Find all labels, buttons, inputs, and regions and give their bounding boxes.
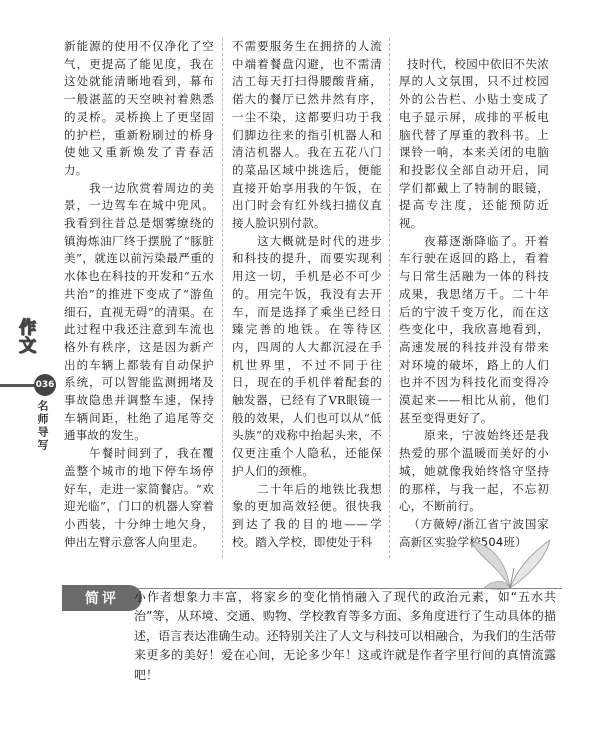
article-column-1: 新能源的使用不仅净化了空气，更提高了能见度，我在这处就能清晰地看到，幕布一般湛蓝的天空映衬着熟悉的灵桥。灵桥换上了更坚固的护栏，重新粉刷过的桥身使她又重新焕发了青春活力。 我一边欣赏着周边的美景，一边驾车在城中兜风。我看到往昔总是烟雾缭绕的镇海炼油厂终于摆脱了“豚脏美”，就连以前污染最严重的水体也在科技的开发和“五水共治”的推进下变成了“游鱼细石，直视无碍”的清渠。在此过程中我还注意到车流也格外有秩序，这是因为新产出的车辆上都装有自动保护系统，可以智能监测拥堵及事故隐患并调整车速，保持车辆间距，杜绝了追尾等交通事故的发生。 午餐时间到了，我在覆盖整个城市的地下停车场停好车，走进一家简餐店。“欢迎光临”，门口的机器人穿着小西装，十分绅士地欠身，伸出左臂示意客人向里走。 bbox=[64, 39, 214, 549]
page-number: 036 bbox=[34, 374, 56, 396]
section-title: 名师导写 bbox=[36, 400, 49, 452]
magazine-logo: 作文 bbox=[15, 318, 35, 354]
butterfly-icon bbox=[470, 538, 552, 592]
review-label: 简评 bbox=[62, 585, 142, 611]
article-column-2: 不需要服务生在拥挤的人流中端着餐盘闪避，也不需清洁工每天打扫得腰酸背痛，偌大的餐厅已然井然有序，一尘不染，这都要归功于我们脚边往来的指引机器人和清洁机器人。我在五花八门的菜品区域中挑选后，便能直接开始享用我的午饭，在出门时会有红外线扫描仪直接人脸识别付款。 这大概就是时代的进步和科技的提升，而要实现利用这一切，手机是必不可少的。用完午饭，我没有去开车，而是选择了乘坐已经日臻完善的地铁。在等待区内，四周的人大都沉浸在手机世界里，不过不同于往日，现在的手机伴着配套的触发器，已经有了VR眼镜一般的效果，人们也可以从“低头族”的戏称中抬起头来，不仅更注重个人隐私，还能保护人们的颈椎。 二十年后的地铁比我想象的更加高效轻便。很快我到达了我的目的地——学校。踏入学校，即使处于科 bbox=[232, 39, 382, 549]
article-column-3 bbox=[399, 38, 549, 551]
column-divider bbox=[222, 38, 223, 558]
review-text: 小作者想象力丰富，将家乡的变化悄悄融入了现代的政治元素，如“五水共治”等，从环境、交通、购物、学校教育等多方面、多角度进行了生动具体的描述，语言表达准确生动。还特别关注了人文与科技可以相融合，为我们的生活带来更多的美好！爱在心间，无论多少年！这或许就是作者字里行间的真情流露吧！ bbox=[134, 590, 556, 682]
author-credit: （方薇婷/浙江省宁波国家高新区实验学校504班） bbox=[399, 516, 549, 549]
column-divider bbox=[389, 38, 390, 558]
column-3-text: 技时代，校园中依旧不失浓厚的人文氛围，只不过校园外的公告栏、小贴士变成了电子显示屏，成排的平板电脑代替了厚重的教科书。上课铃一响，本来关闭的电脑和投影仪全部自动开启，同学们都戴上了特制的眼镜，提高专注度，还能预防近视。 夜幕逐渐降临了。开着车行驶在返回的路上，看着与日常生活融为一体的科技成果，我思绪万千。二十年后的宁波千变万化，而在这些变化中，我欣喜地看到，高速发展的科技并没有带来对环境的破坏，路上的人们也并不因为科技化而变得冷漠起来——相比从前，他们甚至变得更好了。 原来，宁波始终还是我热爱的那个温暖而美好的小城，她就像我始终恪守坚持的那样，与我一起，不忘初心，不断前行。 bbox=[399, 56, 549, 514]
side-brand-strip bbox=[0, 300, 56, 460]
